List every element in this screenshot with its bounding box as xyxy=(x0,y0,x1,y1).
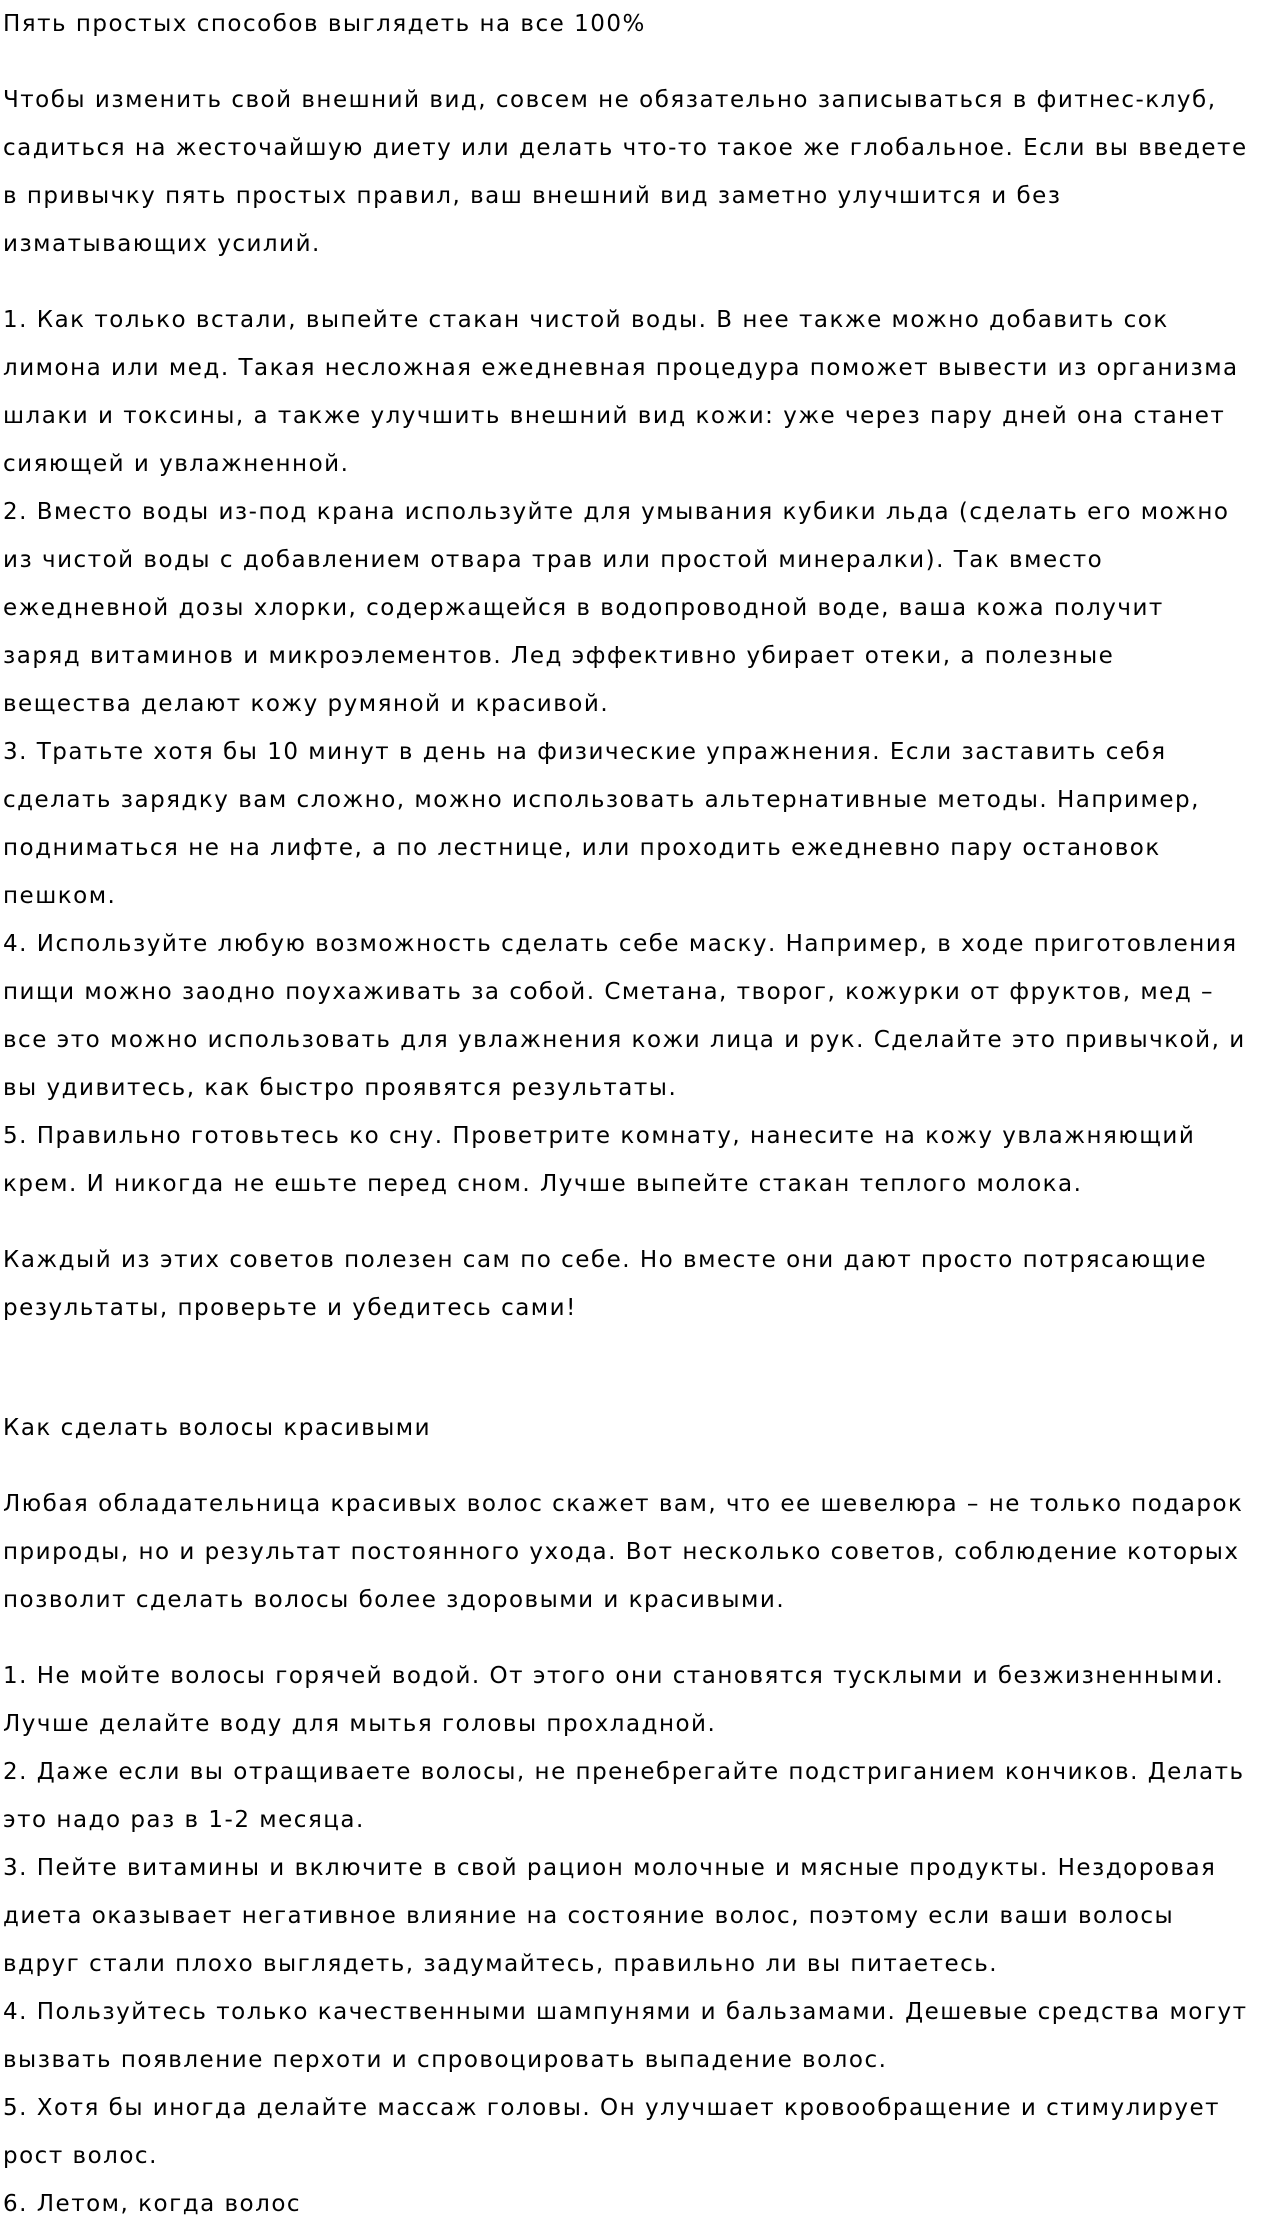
text-line: 1. Не мойте волосы горячей водой. От этого они становятся тусклыми и безжизненными. xyxy=(3,1663,1225,1689)
hair-tip-6-summer xyxy=(3,2180,1270,2228)
text-line: изматывающих усилий. xyxy=(3,231,321,257)
text-line: ежедневной дозы хлорки, содержащейся в водопроводной воде, ваша кожа получит xyxy=(3,595,1164,621)
tip-1-water xyxy=(3,296,1270,488)
text-line: подниматься не на лифте, а по лестнице, или проходить ежедневно пару остановок xyxy=(3,835,1161,861)
hair-tip-5-massage xyxy=(3,2084,1270,2180)
tip-2-ice xyxy=(3,488,1270,728)
text-line: пешком. xyxy=(3,883,117,909)
text-line: 3. Пейте витамины и включите в свой рацион молочные и мясные продукты. Нездоровая xyxy=(3,1855,1217,1881)
text-line: сияющей и увлажненной. xyxy=(3,451,350,477)
article-title xyxy=(3,0,1270,48)
text-line: вы удивитесь, как быстро проявятся результаты. xyxy=(3,1075,678,1101)
hair-intro-paragraph xyxy=(3,1480,1270,1624)
tip-3-exercise xyxy=(3,728,1270,920)
text-line: лимона или мед. Такая несложная ежедневная процедура поможет вывести из организма xyxy=(3,355,1239,381)
text-line: все это можно использовать для увлажнения кожи лица и рук. Сделайте это привычкой, и xyxy=(3,1027,1246,1053)
text-line: это надо раз в 1-2 месяца. xyxy=(3,1807,365,1833)
text-line: вдруг стали плохо выглядеть, задумайтесь, правильно ли вы питаетесь. xyxy=(3,1951,999,1977)
text-line: Как сделать волосы красивыми xyxy=(3,1415,432,1441)
tip-5-sleep xyxy=(3,1112,1270,1208)
section-heading-hair xyxy=(3,1404,1270,1452)
text-line: 2. Вместо воды из-под крана используйте для умывания кубики льда (сделать его можно xyxy=(3,499,1230,525)
text-line: природы, но и результат постоянного ухода. Вот несколько советов, соблюдение которых xyxy=(3,1539,1240,1565)
text-line: из чистой воды с добавлением отвара трав или простой минералки). Так вместо xyxy=(3,547,1104,573)
text-line: шлаки и токсины, а также улучшить внешний вид кожи: уже через пару дней она станет xyxy=(3,403,1226,429)
hair-tip-3-vitamins xyxy=(3,1844,1270,1988)
text-line: Любая обладательница красивых волос скажет вам, что ее шевелюра – не только подарок xyxy=(3,1491,1244,1517)
text-line: вызвать появление перхоти и спровоцировать выпадение волос. xyxy=(3,2047,888,2073)
text-line: заряд витаминов и микроэлементов. Лед эффективно убирает отеки, а полезные xyxy=(3,643,1115,669)
text-line: 3. Тратьте хотя бы 10 минут в день на физические упражнения. Если заставить себя xyxy=(3,739,1167,765)
intro-paragraph xyxy=(3,76,1270,268)
text-line: садиться на жесточайшую диету или делать что-то такое же глобальное. Если вы введете xyxy=(3,135,1248,161)
text-line: Пять простых способов выглядеть на все 100% xyxy=(3,11,646,37)
text-line: пищи можно заодно поухаживать за собой. Сметана, творог, кожурки от фруктов, мед – xyxy=(3,979,1215,1005)
closing-paragraph xyxy=(3,1236,1270,1332)
blank-line xyxy=(3,1360,1270,1376)
text-line: крем. И никогда не ешьте перед сном. Лучше выпейте стакан теплого молока. xyxy=(3,1171,1083,1197)
text-line: Лучше делайте воду для мытья головы прохладной. xyxy=(3,1711,717,1737)
text-line: рост волос. xyxy=(3,2143,158,2169)
text-line: вещества делают кожу румяной и красивой. xyxy=(3,691,610,717)
text-line: Каждый из этих советов полезен сам по себе. Но вместе они дают просто потрясающие xyxy=(3,1247,1207,1273)
text-line: Чтобы изменить свой внешний вид, совсем не обязательно записываться в фитнес-клуб, xyxy=(3,87,1217,113)
text-line: 1. Как только встали, выпейте стакан чистой воды. В нее также можно добавить сок xyxy=(3,307,1169,333)
hair-tip-1-hot-water xyxy=(3,1652,1270,1748)
text-line: 5. Правильно готовьтесь ко сну. Проветрите комнату, нанесите на кожу увлажняющий xyxy=(3,1123,1196,1149)
hair-tip-4-shampoo xyxy=(3,1988,1270,2084)
text-line: 4. Используйте любую возможность сделать себе маску. Например, в ходе приготовления xyxy=(3,931,1238,957)
text-line: в привычку пять простых правил, ваш внешний вид заметно улучшится и без xyxy=(3,183,1062,209)
hair-tip-2-trim xyxy=(3,1748,1270,1844)
text-line: 2. Даже если вы отращиваете волосы, не пренебрегайте подстриганием кончиков. Делать xyxy=(3,1759,1245,1785)
text-line: 4. Пользуйтесь только качественными шампунями и бальзамами. Дешевые средства могут xyxy=(3,1999,1248,2025)
text-line: результаты, проверьте и убедитесь сами! xyxy=(3,1295,577,1321)
tip-4-mask xyxy=(3,920,1270,1112)
text-line: 5. Хотя бы иногда делайте массаж головы. Он улучшает кровообращение и стимулирует xyxy=(3,2095,1220,2121)
text-line: диета оказывает негативное влияние на состояние волос, поэтому если ваши волосы xyxy=(3,1903,1175,1929)
text-line: позволит сделать волосы более здоровыми и красивыми. xyxy=(3,1587,786,1613)
text-line: сделать зарядку вам сложно, можно использовать альтернативные методы. Например, xyxy=(3,787,1200,813)
text-line: 6. Летом, когда волос xyxy=(3,2191,302,2217)
